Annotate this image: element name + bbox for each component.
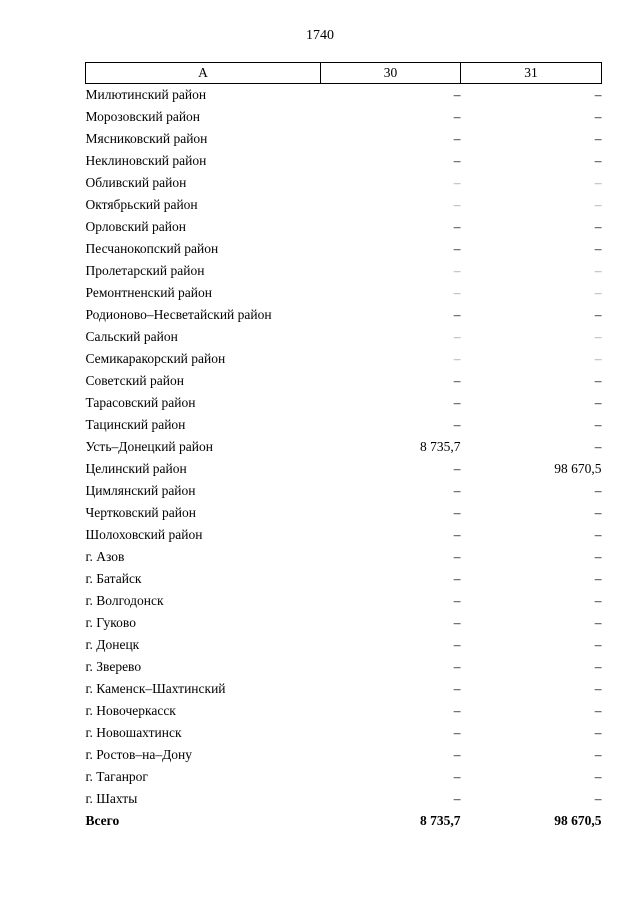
value-cell-30: – [453,659,461,674]
row-name-cell: г. Каменск–Шахтинский [85,681,226,696]
value-cell-30: – [453,197,461,212]
row-name-cell: Неклиновский район [85,153,207,168]
value-cell-31: – [594,681,602,696]
table-row [86,744,602,766]
value-cell-30: – [453,505,461,520]
row-name-cell: г. Донецк [85,637,140,652]
value-cell-30: – [453,549,461,564]
table-body [86,84,602,833]
value-cell-31: – [594,329,602,344]
row-name-cell: г. Волгодонск [85,593,164,608]
value-cell-30: – [453,593,461,608]
row-name-cell: Пролетарский район [85,263,205,278]
table-row [86,524,602,546]
value-cell-31: – [594,109,602,124]
data-table [85,62,602,832]
table-row [86,590,602,612]
value-cell-31: – [594,615,602,630]
page-number: 1740 [306,28,334,43]
value-cell-31: – [594,593,602,608]
row-name-cell: Чертковский район [85,505,196,520]
value-cell-31: – [594,351,602,366]
value-cell-31: – [594,769,602,784]
value-cell-31: – [594,747,602,762]
table-row [86,282,602,304]
value-cell-30: – [453,219,461,234]
column-header-31: 31 [461,63,602,84]
row-name-cell: Советский район [85,373,184,388]
value-cell-30: – [453,461,461,476]
row-name-cell: Целинский район [85,461,187,476]
value-cell-30: – [453,87,461,102]
row-name-cell: Октябрьский район [85,197,198,212]
value-cell-31: 98 670,5 [554,461,602,476]
total-value-31: 98 670,5 [554,813,602,828]
value-cell-31: – [594,571,602,586]
table-row [86,194,602,216]
value-cell-31: – [594,87,602,102]
row-name-cell: г. Шахты [85,791,138,806]
table-row [86,546,602,568]
value-cell-30: – [453,131,461,146]
value-cell-31: – [594,153,602,168]
value-cell-30: 8 735,7 [420,439,461,454]
value-cell-31: – [594,505,602,520]
row-name-cell: г. Гуково [85,615,136,630]
value-cell-30: – [453,703,461,718]
value-cell-30: – [453,637,461,652]
table-row [86,458,602,480]
value-cell-30: – [453,153,461,168]
table-row [86,656,602,678]
value-cell-30: – [453,241,461,256]
table-row [86,128,602,150]
value-cell-30: – [453,571,461,586]
row-name-cell: г. Ростов–на–Дону [85,747,193,762]
table-row [86,678,602,700]
row-name-cell: Морозовский район [85,109,201,124]
value-cell-31: – [594,219,602,234]
row-name-cell: г. Азов [85,549,125,564]
value-cell-30: – [453,395,461,410]
value-cell-31: – [594,659,602,674]
total-row [86,810,602,832]
value-cell-30: – [453,307,461,322]
row-name-cell: Сальский район [85,329,178,344]
total-value-30: 8 735,7 [420,813,461,828]
row-name-cell: Милютинский район [85,87,207,102]
value-cell-31: – [594,417,602,432]
row-name-cell: Тацинский район [85,417,186,432]
value-cell-31: – [594,549,602,564]
table-row [86,480,602,502]
value-cell-31: – [594,395,602,410]
table-row [86,260,602,282]
value-cell-31: – [594,373,602,388]
value-cell-31: – [594,285,602,300]
table-row [86,612,602,634]
table-row [86,502,602,524]
value-cell-30: – [453,351,461,366]
row-name-cell: Цимлянский район [85,483,196,498]
value-cell-31: – [594,527,602,542]
value-cell-31: – [594,263,602,278]
value-cell-31: – [594,175,602,190]
value-cell-30: – [453,175,461,190]
row-name-cell: Орловский район [85,219,186,234]
table-row [86,414,602,436]
table-row [86,326,602,348]
table-row [86,150,602,172]
value-cell-30: – [453,747,461,762]
value-cell-30: – [453,615,461,630]
column-header-30: 30 [321,63,461,84]
row-name-cell: Мясниковский район [85,131,208,146]
row-name-cell: Усть–Донецкий район [85,439,213,454]
table-row [86,722,602,744]
table-row [86,392,602,414]
row-name-cell: г. Новочеркасск [85,703,176,718]
table-row [86,766,602,788]
table-row [86,634,602,656]
value-cell-30: – [453,417,461,432]
value-cell-31: – [594,483,602,498]
value-cell-30: – [453,329,461,344]
table-row [86,568,602,590]
column-header-a: А [86,63,321,84]
row-name-cell: г. Новошахтинск [85,725,182,740]
table-row [86,106,602,128]
value-cell-31: – [594,197,602,212]
table-header-row [86,63,602,84]
value-cell-31: – [594,791,602,806]
row-name-cell: г. Зверево [85,659,142,674]
value-cell-30: – [453,373,461,388]
row-name-cell: г. Батайск [85,571,142,586]
value-cell-31: – [594,637,602,652]
table-row [86,216,602,238]
row-name-cell: Ремонтненский район [85,285,212,300]
row-name-cell: Шолоховский район [85,527,203,542]
table-row [86,370,602,392]
row-name-cell: Родионово–Несветайский район [85,307,272,322]
value-cell-31: – [594,703,602,718]
value-cell-30: – [453,769,461,784]
row-name-cell: Песчанокопский район [85,241,219,256]
table-row [86,84,602,107]
table-row [86,348,602,370]
value-cell-30: – [453,681,461,696]
table-row [86,304,602,326]
value-cell-31: – [594,241,602,256]
value-cell-30: – [453,791,461,806]
value-cell-31: – [594,439,602,454]
table-row [86,788,602,810]
row-name-cell: Обливский район [85,175,187,190]
value-cell-30: – [453,483,461,498]
table-row [86,436,602,458]
row-name-cell: Тарасовский район [85,395,196,410]
table-row [86,172,602,194]
value-cell-31: – [594,131,602,146]
value-cell-30: – [453,285,461,300]
value-cell-31: – [594,307,602,322]
row-name-cell: Семикаракорский район [85,351,226,366]
value-cell-31: – [594,725,602,740]
value-cell-30: – [453,263,461,278]
table-row [86,700,602,722]
value-cell-30: – [453,527,461,542]
table-row [86,238,602,260]
value-cell-30: – [453,725,461,740]
total-label: Всего [85,813,120,828]
value-cell-30: – [453,109,461,124]
row-name-cell: г. Таганрог [85,769,148,784]
